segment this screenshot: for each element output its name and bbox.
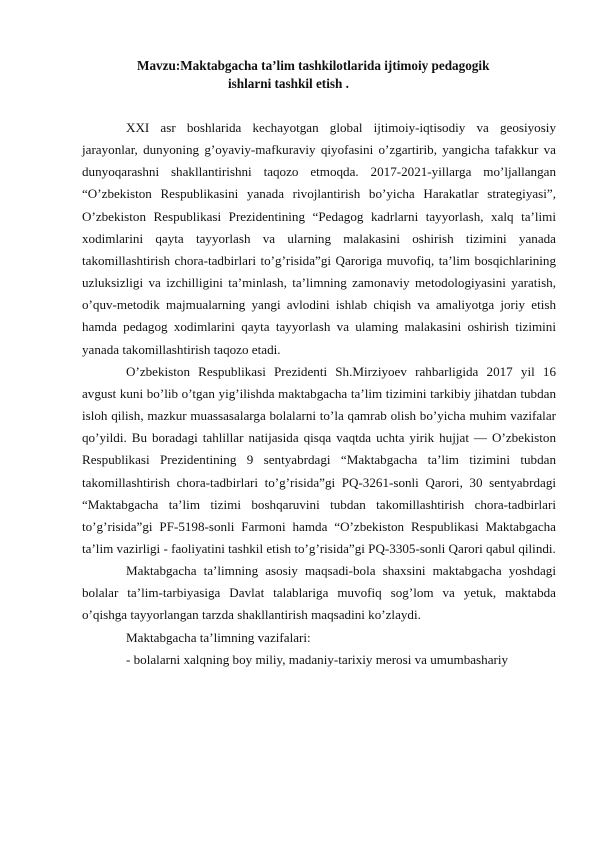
document-title	[80, 57, 596, 93]
paragraph: Maktabgacha ta’limning asosiy maqsadi-bola shaxsini maktabgacha yoshdagi bolalar ta’lim-tarbiyasiga Davlat talablariga muvofiq sog’lom va yetuk, maktabda o’qishga tayyorlangan tarzda shakllantirish maqsadini ko’zlaydi.	[82, 563, 556, 623]
title-line-2: ishlarni tashkil etish .	[228, 76, 349, 91]
paragraph: XXI asr boshlarida kechayotgan global ijtimoiy-iqtisodiy va geosiyosiy jarayonlar, dunyoning g’oyaviy-mafkuraviy qiyofasini o’zgartirib, yangicha tafakkur va dunyoqarashni shakllantirishni taqozo etmoqda. 2017-2021-yillarga mo’ljallangan “O’zbekiston Respublikasini yanada rivojlantirish bo’yicha Harakatlar strategiyasi”, O’zbekiston Respublikasi Prezidentining “Pedagog kadrlarni tayyorlash, xalq ta’limi xodimlarini qayta tayyorlash va ularning malakasini oshirish tizimini yanada takomillashtirish chora-tadbirlari to’g’risida”gi Qaroriga muvofiq, ta’lim bosqichlarining uzluksizligi va izchilligini ta’minlash, ta’limning zamonaviy metodologiyasini yaratish, o’quv-metodik majmualarning yangi avlodini ishlab chiqish va amaliyotga joriy etish hamda pedagog xodimlarini qayta tayyorlash va ulaming malakasini oshirish tizimini yanada takomillashtirish taqozo etadi.	[82, 120, 556, 357]
document-body	[82, 117, 556, 671]
paragraph: O’zbekiston Respublikasi Prezidenti Sh.Mirziyoev rahbarligida 2017 yil 16 avgust kuni bo’lib o’tgan yig’ilishda maktabgacha ta’lim tizimini tarkibiy jihatdan tubdan isloh qilish, mazkur muassasalarga bolalarni to’la qamrab olish bo’yicha muhim vazifalar qo’yildi. Bu boradagi tahlillar natijasida qisqa vaqtda uchta yirik hujjat — O’zbekiston Respublikasi Prezidentining 9 sentyabrdagi “Maktabgacha ta’lim tizimini tubdan takomillashtirish chora-tadbirlari to’g’risida”gi PQ-3261-sonli Qarori, 30 sentyabrdagi “Maktabgacha ta’lim tizimi boshqaruvini tubdan takomillashtirish chora-tadbirlari to’g’risida”gi PF-5198-sonli Farmoni hamda “O’zbekiston Respublikasi Maktabgacha ta’lim vazirligi - faoliyatini tashkil etish to’g’risida”gi PQ-3305-sonli Qarori qabul qilindi.	[82, 363, 556, 556]
paragraph: - bolalarni xalqning boy miliy, madaniy-tarixiy merosi va umumbashariy	[126, 651, 509, 667]
title-line-1: Mavzu:Maktabgacha ta’lim tashkilotlarida ijtimoiy pedagogik	[137, 58, 490, 73]
paragraph: Maktabgacha ta’limning vazifalari:	[126, 629, 311, 645]
